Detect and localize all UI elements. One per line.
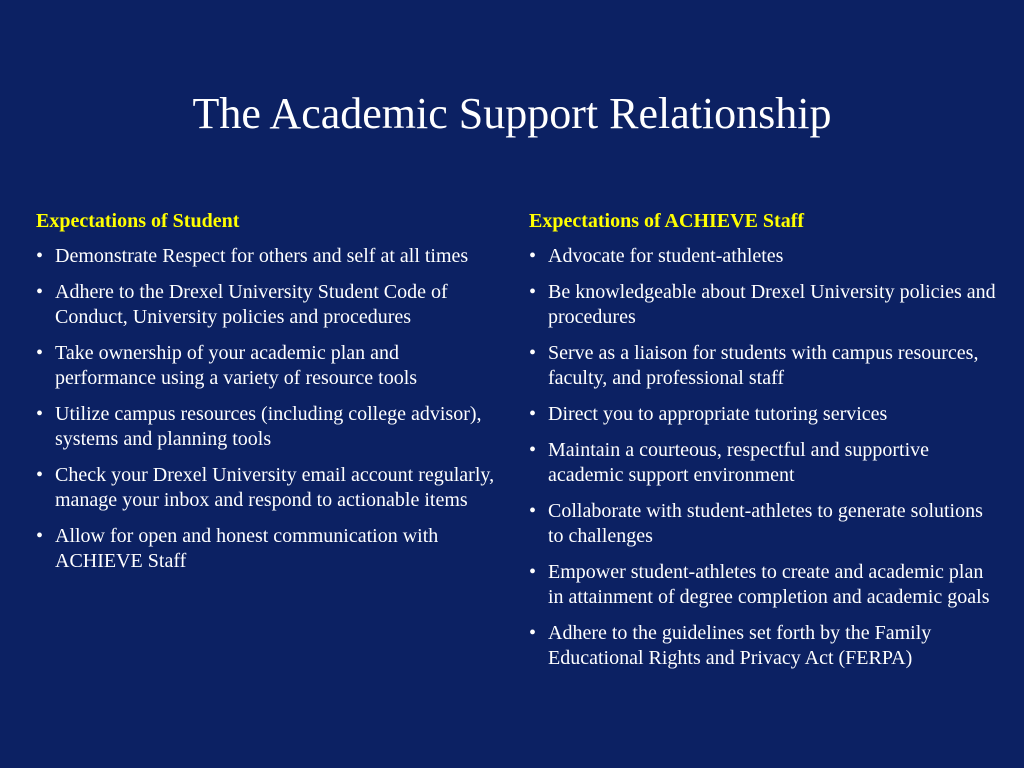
list-item-text: Direct you to appropriate tutoring services xyxy=(548,403,888,425)
list-item xyxy=(529,499,999,549)
list-item xyxy=(36,463,496,513)
list-item-text: Advocate for student-athletes xyxy=(548,245,784,267)
list-item-text: Utilize campus resources (including college advisor), systems and planning tools xyxy=(55,403,482,450)
list-item xyxy=(529,341,999,391)
list-item-text: Allow for open and honest communication with ACHIEVE Staff xyxy=(55,525,439,572)
bullet-icon: • xyxy=(529,342,537,364)
list-item xyxy=(529,621,999,671)
bullet-icon: • xyxy=(36,342,44,364)
student-expectations-list xyxy=(36,244,496,574)
bullet-icon: • xyxy=(529,439,537,461)
list-item xyxy=(36,402,496,452)
bullet-icon: • xyxy=(529,403,537,425)
list-item xyxy=(529,280,999,330)
bullet-icon: • xyxy=(36,464,44,486)
slide-title: The Academic Support Relationship xyxy=(192,89,832,138)
list-item xyxy=(529,244,999,269)
staff-expectations-list xyxy=(529,244,999,671)
list-item xyxy=(529,438,999,488)
list-item-text: Maintain a courteous, respectful and supportive academic support environment xyxy=(548,439,929,486)
staff-expectations-column xyxy=(529,208,999,682)
list-item-text: Check your Drexel University email account regularly, manage your inbox and respond to actionable items xyxy=(55,464,495,511)
list-item-text: Be knowledgeable about Drexel University policies and procedures xyxy=(548,281,996,328)
list-item xyxy=(529,402,999,427)
list-item-text: Collaborate with student-athletes to generate solutions to challenges xyxy=(548,500,983,547)
bullet-icon: • xyxy=(529,622,537,644)
list-item xyxy=(36,280,496,330)
list-item xyxy=(36,244,496,269)
bullet-icon: • xyxy=(529,281,537,303)
list-item-text: Take ownership of your academic plan and performance using a variety of resource tools xyxy=(55,342,418,389)
list-item xyxy=(36,341,496,391)
bullet-icon: • xyxy=(36,245,44,267)
bullet-icon: • xyxy=(36,525,44,547)
bullet-icon: • xyxy=(529,245,537,267)
list-item-text: Empower student-athletes to create and academic plan in attainment of degree completion and academic goals xyxy=(548,561,990,608)
student-expectations-heading: Expectations of Student xyxy=(36,210,240,232)
bullet-icon: • xyxy=(529,561,537,583)
bullet-icon: • xyxy=(36,281,44,303)
list-item-text: Demonstrate Respect for others and self at all times xyxy=(55,245,469,267)
list-item xyxy=(36,524,496,574)
list-item-text: Adhere to the guidelines set forth by the Family Educational Rights and Privacy Act (FERPA) xyxy=(548,622,932,669)
staff-expectations-heading: Expectations of ACHIEVE Staff xyxy=(529,210,805,232)
bullet-icon: • xyxy=(36,403,44,425)
bullet-icon: • xyxy=(529,500,537,522)
list-item-text: Serve as a liaison for students with campus resources, faculty, and professional staff xyxy=(548,342,979,389)
student-expectations-column xyxy=(36,208,496,585)
list-item-text: Adhere to the Drexel University Student Code of Conduct, University policies and procedures xyxy=(55,281,448,328)
list-item xyxy=(529,560,999,610)
